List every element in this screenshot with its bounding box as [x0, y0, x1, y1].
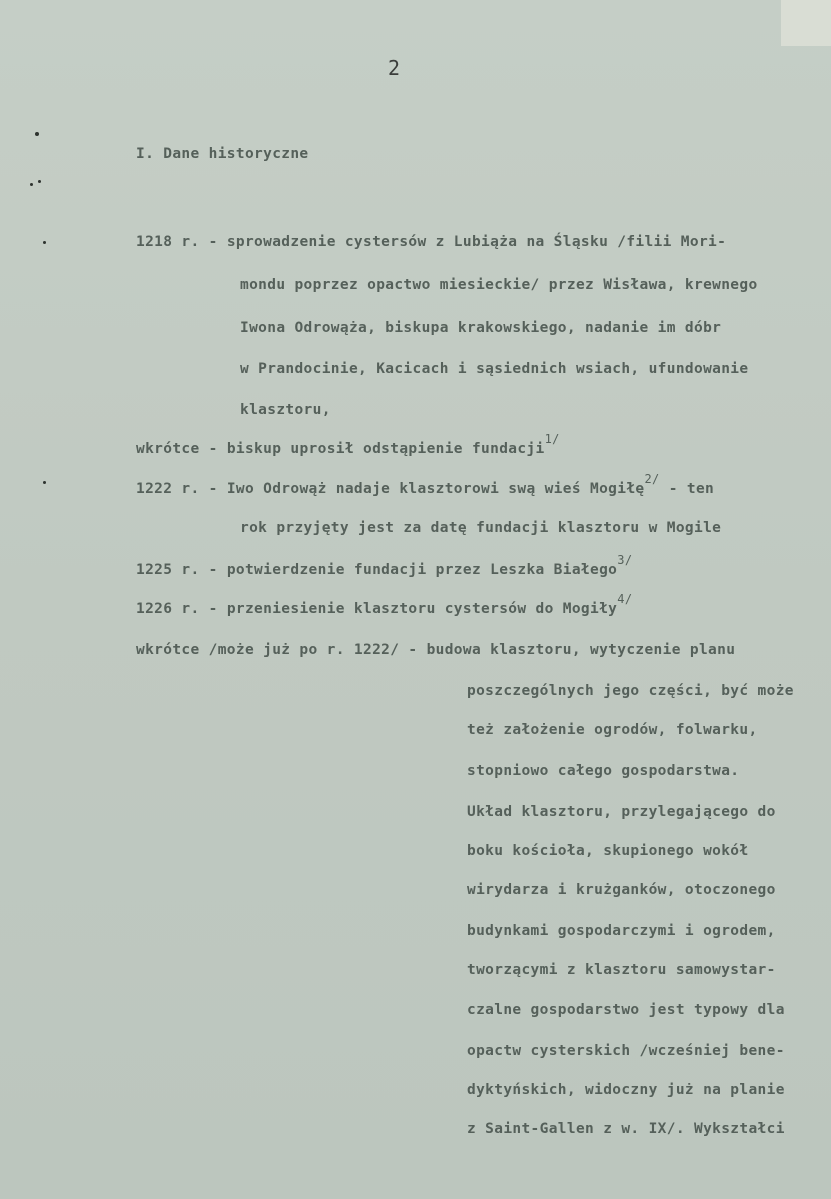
margin-speck — [43, 241, 46, 244]
entry-wkrotce-2-line-13: z Saint-Gallen z w. IX/. Wykształci — [467, 1121, 785, 1137]
entry-lead: 1225 r. - — [136, 562, 227, 578]
entry-wkrotce-2-line-6: boku kościoła, skupionego wokół — [467, 843, 749, 859]
entry-1222-line-1 — [136, 472, 715, 497]
margin-speck — [38, 180, 41, 183]
footnote-ref: 2/ — [644, 472, 660, 486]
entry-wkrotce-1 — [136, 432, 560, 457]
margin-speck — [30, 183, 33, 186]
entry-1226 — [136, 592, 633, 617]
entry-1218-line-3: Iwona Odrowąża, biskupa krakowskiego, nadanie im dóbr — [240, 320, 722, 336]
entry-text: biskup uprosił odstąpienie fundacji — [226, 441, 545, 457]
entry-wkrotce-2-line-3: też założenie ogrodów, folwarku, — [467, 722, 758, 738]
entry-wkrotce-2-line-4: stopniowo całego gospodarstwa. — [467, 763, 740, 779]
entry-lead: wkrótce - — [136, 441, 227, 457]
entry-1218-line-1 — [136, 234, 726, 250]
entry-lead: 1218 r. - — [136, 234, 227, 250]
footnote-ref: 4/ — [617, 592, 633, 606]
paper-corner-mark — [781, 0, 831, 46]
footnote-ref: 3/ — [617, 553, 633, 567]
section-heading: I. Dane historyczne — [136, 146, 309, 162]
entry-1222-line-2: rok przyjęty jest za datę fundacji klasztoru w Mogile — [240, 520, 722, 536]
entry-wkrotce-2-line-10: czalne gospodarstwo jest typowy dla — [467, 1002, 785, 1018]
margin-speck — [43, 481, 46, 484]
entry-lead: 1222 r. - — [136, 481, 227, 497]
entry-wkrotce-2-line-9: tworzącymi z klasztoru samowystar- — [467, 962, 776, 978]
entry-text: przeniesienie klasztoru cystersów do Mogiły — [226, 601, 618, 617]
entry-tail: - ten — [659, 481, 715, 497]
entry-wkrotce-2-line-5: Układ klasztoru, przylegającego do — [467, 804, 776, 820]
entry-lead: wkrótce /może już po r. 1222/ - — [136, 642, 427, 658]
entry-wkrotce-2-line-2: poszczególnych jego części, być może — [467, 683, 794, 699]
entry-text: budowa klasztoru, wytyczenie planu — [426, 642, 736, 658]
entry-1218-line-5: klasztoru, — [240, 402, 331, 418]
footnote-ref: 1/ — [544, 432, 560, 446]
entry-text: Iwo Odrowąż nadaje klasztorowi swą wieś Mogiłę — [226, 481, 645, 497]
entry-1225 — [136, 553, 633, 578]
entry-text: potwierdzenie fundacji przez Leszka Białego — [226, 562, 618, 578]
entry-1218-line-2: mondu poprzez opactwo miesieckie/ przez Wisława, krewnego — [240, 277, 758, 293]
entry-wkrotce-2-line-7: wirydarza i krużganków, otoczonego — [467, 882, 776, 898]
margin-speck — [35, 132, 39, 136]
entry-text: sprowadzenie cystersów z Lubiąża na Śląsku /filii Mori- — [226, 234, 727, 250]
entry-1218-line-4: w Prandocinie, Kacicach i sąsiednich wsiach, ufundowanie — [240, 361, 749, 377]
entry-wkrotce-2-line-8: budynkami gospodarczymi i ogrodem, — [467, 923, 776, 939]
entry-lead: 1226 r. - — [136, 601, 227, 617]
entry-wkrotce-2-line-1 — [136, 642, 735, 658]
entry-wkrotce-2-line-11: opactw cysterskich /wcześniej bene- — [467, 1043, 785, 1059]
page-number: 2 — [388, 56, 401, 80]
entry-wkrotce-2-line-12: dyktyńskich, widoczny już na planie — [467, 1082, 785, 1098]
